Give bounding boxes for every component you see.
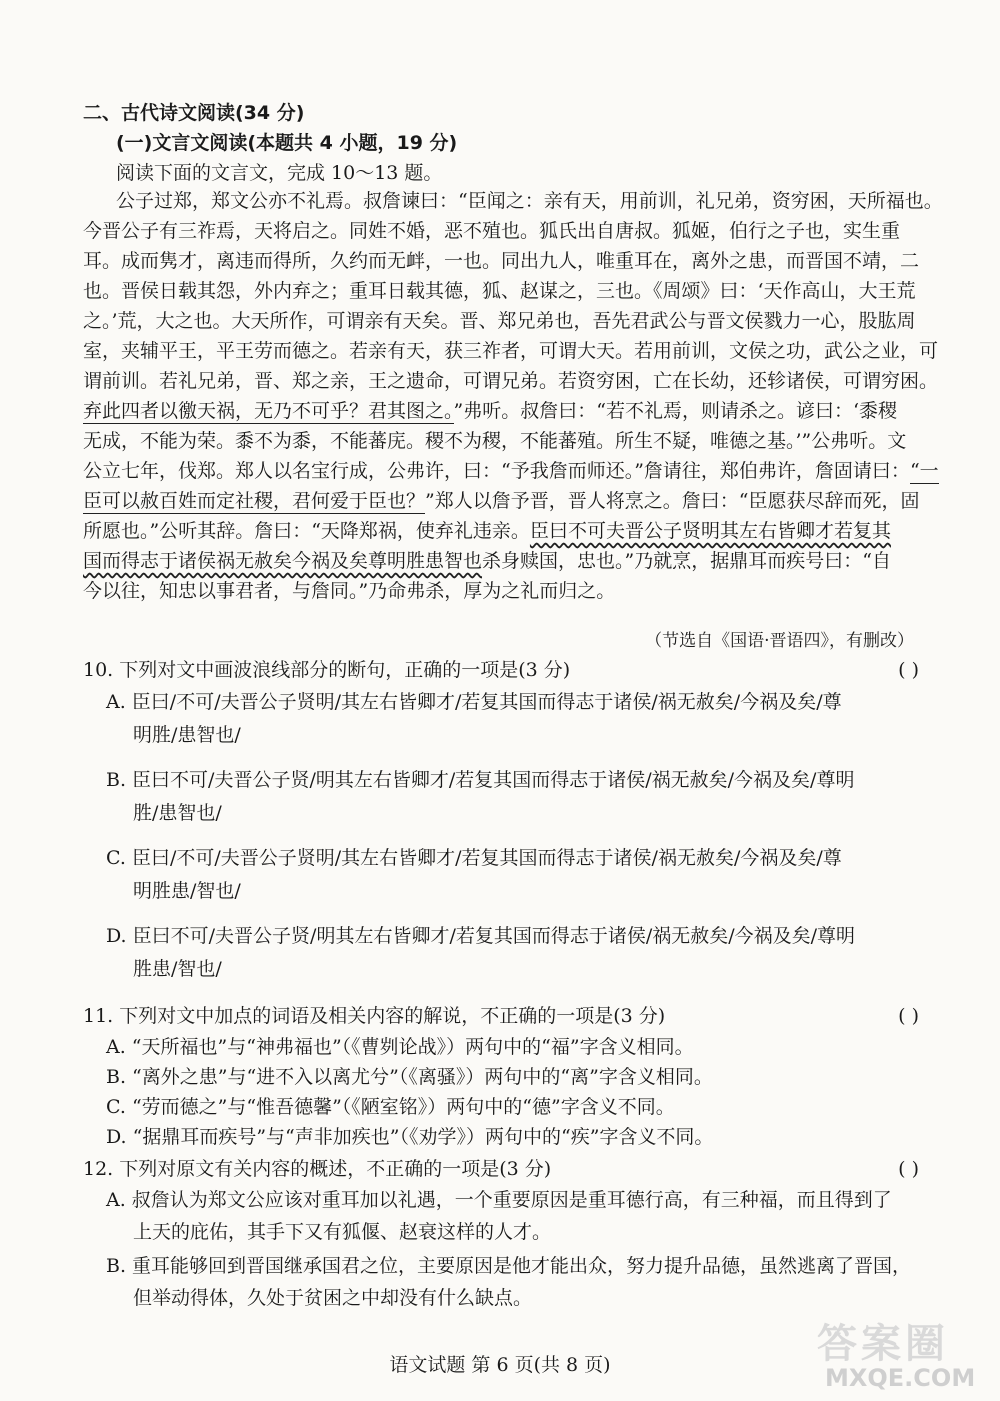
passage-line: 之。’荒，大之也。大天所作，可谓亲有天矣。晋、郑兄弟也，吾先君武公与晋文侯戮力一心，股肱周 xyxy=(83,310,916,332)
passage-line xyxy=(83,488,919,514)
question-text: 10. 下列对文中画波浪线部分的断句，正确的一项是(3 分) xyxy=(83,659,571,681)
answer-bracket[interactable]: ( ) xyxy=(898,659,919,681)
watermark-url: MXQE.COM xyxy=(825,1364,976,1392)
passage-line: 今以往，知忠以事君者，与詹同。”乃命弗杀，厚为之礼而归之。 xyxy=(83,580,616,602)
passage-source: （节选自《国语·晋语四》，有删改） xyxy=(645,631,914,651)
passage-text: ”弗听。叔詹曰：“若不礼焉，则请杀之。谚曰：‘黍稷 xyxy=(453,400,897,422)
option-text: 胜/患智也/ xyxy=(133,802,222,824)
option-b: B. “离外之患”与“进不入以离尤兮”（《离骚》）两句中的“离”字含义相同。 xyxy=(106,1066,713,1088)
watermark-text: 答案圈 xyxy=(817,1321,949,1367)
passage-line: 谓前训。若礼兄弟，晋、郑之亲，王之遗命，可谓兄弟。若资穷困，亡在长幼，还轸诸侯，可谓穷困。 xyxy=(83,370,939,392)
wavy-underlined-text: 国而得志于诸侯祸无赦矣今祸及矣尊明胜患智也 xyxy=(83,550,483,572)
option-text: D. 臣曰不可/夫晋公子贤/明其左右皆卿才/若复其国而得志于诸侯/祸无赦矣/今祸及矣/尊明 xyxy=(106,925,856,947)
option-c: C. “劳而德之”与“惟吾德馨”（《陋室铭》）两句中的“德”字含义不同。 xyxy=(106,1096,675,1118)
passage-line xyxy=(83,518,919,544)
option-a: A. “天所福也”与“神弗福也”（《曹刿论战》）两句中的“福”字含义相同。 xyxy=(106,1036,694,1058)
passage-line xyxy=(83,398,919,424)
underlined-text: “一 xyxy=(909,460,939,482)
passage-text: ”郑人以詹予晋，晋人将烹之。詹曰：“臣愿获尽辞而死，固 xyxy=(425,490,920,512)
option-text: B. 臣曰不可/夫晋公子贤/明其左右皆卿才/若复其国而得志于诸侯/祸无赦矣/今祸及矣/尊明 xyxy=(106,769,855,791)
question-stem xyxy=(83,1156,919,1182)
underlined-text: 臣可以赦百姓而定社稷，君何爱于臣也？ xyxy=(83,490,426,512)
option-text: 胜患/智也/ xyxy=(133,958,222,980)
question-stem xyxy=(83,657,919,683)
watermark-logo xyxy=(805,1312,995,1396)
underlined-text: 弃此四者以徼天祸，无乃不可乎？君其图之。 xyxy=(83,400,454,422)
passage-text: 杀身赎国，忠也。”乃就烹，据鼎耳而疾号曰：“自 xyxy=(482,550,891,572)
section-title: 二、古代诗文阅读(34 分) xyxy=(83,102,305,124)
option-d xyxy=(106,920,918,986)
option-text: 明胜患/智也/ xyxy=(133,880,241,902)
wavy-underlined-text: 臣曰不可夫晋公子贤明其左右皆卿才若复其 xyxy=(529,520,891,542)
question-stem xyxy=(83,1003,919,1029)
answer-bracket[interactable]: ( ) xyxy=(898,1158,919,1180)
passage-line xyxy=(83,458,939,484)
answer-bracket[interactable]: ( ) xyxy=(898,1005,919,1027)
passage-line: 也。晋侯日载其怨，外内弃之；重耳日载其德，狐、赵谋之，三也。《周颂》曰：‘天作高山，大王荒 xyxy=(83,280,916,302)
instruction: 阅读下面的文言文，完成 10～13 题。 xyxy=(116,162,443,184)
passage-text: 公立七年，伐郑。郑人以名宝行成，公弗许，曰：“予我詹而师还。”詹请往，郑伯弗许，詹固请曰： xyxy=(83,460,910,482)
subsection-title: (一)文言文阅读(本题共 4 小题，19 分) xyxy=(116,132,458,154)
option-a xyxy=(106,686,918,752)
passage-line: 无成，不能为荣。黍不为黍，不能蕃庑。稷不为稷，不能蕃殖。所生不疑，唯德之基。’”公弗听。文 xyxy=(83,430,907,452)
option-text: A. 臣曰/不可/夫晋公子贤明/其左右皆卿才/若复其国而得志于诸侯/祸无赦矣/今祸及矣/尊 xyxy=(106,691,842,713)
option-text: B. 重耳能够回到晋国继承国君之位，主要原因是他才能出众，努力提升品德，虽然逃离了晋国， xyxy=(106,1255,912,1277)
passage-line: 公子过郑，郑文公亦不礼焉。叔詹谏曰：“臣闻之：亲有天，用前训，礼兄弟，资穷困，天所福也。 xyxy=(116,190,943,212)
option-text: 但举动得体，久处于贫困之中却没有什么缺点。 xyxy=(133,1287,533,1309)
passage-line xyxy=(83,548,919,574)
question-11 xyxy=(83,1003,919,1029)
passage-line: 耳。成而隽才，离违而得所，久约而无衅，一也。同出九人，唯重耳在，离外之患，而晋国不靖，二 xyxy=(83,250,920,272)
question-text: 11. 下列对文中加点的词语及相关内容的解说，不正确的一项是(3 分) xyxy=(83,1005,666,1027)
option-b xyxy=(106,764,918,830)
option-c xyxy=(106,842,918,908)
option-d: D. “据鼎耳而疾号”与“声非加疾也”（《劝学》）两句中的“疾”字含义不同。 xyxy=(106,1126,714,1148)
page-footer: 语文试题 第 6 页(共 8 页) xyxy=(389,1354,611,1376)
question-text: 12. 下列对原文有关内容的概述，不正确的一项是(3 分) xyxy=(83,1158,552,1180)
question-10 xyxy=(83,657,919,683)
passage-line: 今晋公子有三祚焉，天将启之。同姓不婚，恶不殖也。狐氏出自唐叔。狐姬，伯行之子也，实生重 xyxy=(83,220,901,242)
option-text: C. 臣曰/不可/夫晋公子贤明/其左右皆卿才/若复其国而得志于诸侯/祸无赦矣/今祸及矣/尊 xyxy=(106,847,842,869)
option-a xyxy=(106,1184,918,1248)
passage-line: 室，夹辅平王，平王劳而德之。若亲有天，获三祚者，可谓大天。若用前训，文侯之功，武公之业，可 xyxy=(83,340,939,362)
option-text: A. 叔詹认为郑文公应该对重耳加以礼遇，一个重要原因是重耳德行高，有三种福，而且得到了 xyxy=(106,1189,892,1211)
options-q11 xyxy=(106,1032,918,1152)
option-b xyxy=(106,1250,918,1314)
option-text: 明胜/患智也/ xyxy=(133,724,241,746)
option-text: 上天的庇佑，其手下又有狐偃、赵衰这样的人才。 xyxy=(133,1221,552,1243)
question-12 xyxy=(83,1156,919,1182)
passage-text: 所愿也。”公听其辞。詹曰：“天降郑祸，使弃礼违亲。 xyxy=(83,520,530,542)
